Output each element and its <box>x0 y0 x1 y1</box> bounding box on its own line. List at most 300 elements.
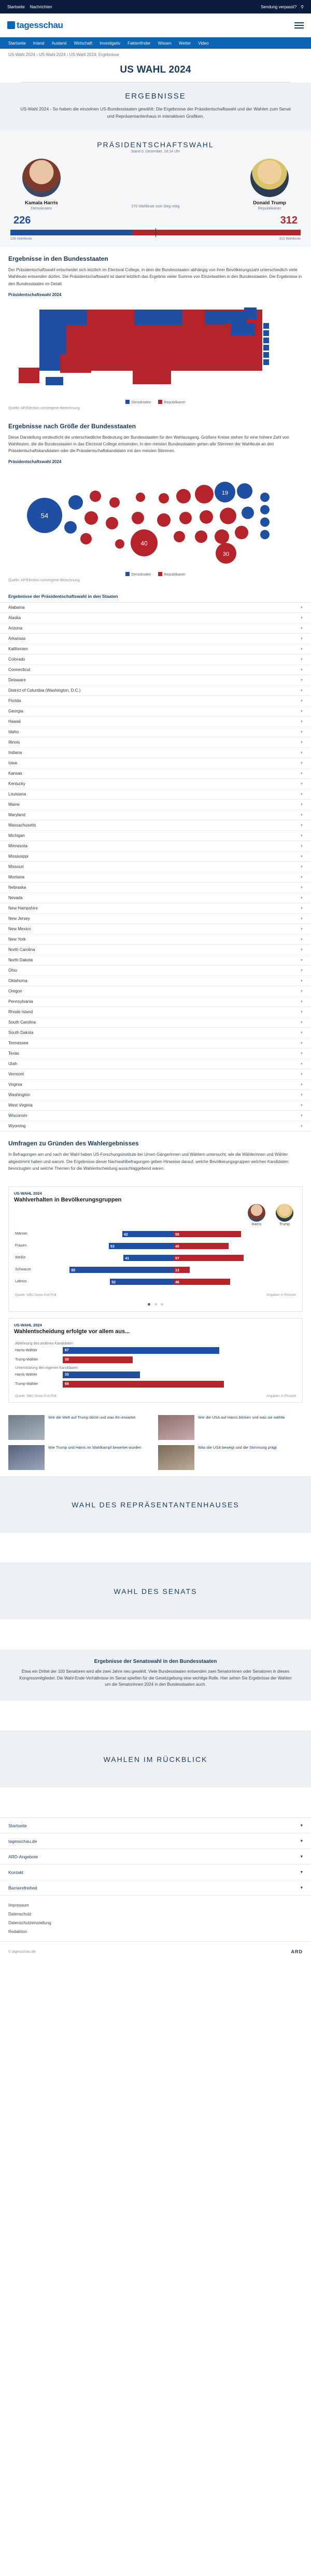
elector-counts <box>0 211 311 228</box>
state-accordion-item[interactable] <box>0 1017 311 1028</box>
chart1-harris-bar <box>122 1231 174 1237</box>
usa-choropleth-map[interactable] <box>8 299 303 398</box>
state-accordion-item[interactable] <box>0 986 311 997</box>
state-name: South Dakota <box>8 1030 34 1035</box>
chart2-group-header-0: Ablehnung des anderen Kandidaten <box>15 1341 73 1346</box>
chart-vote-motivation <box>8 1318 303 1403</box>
house-section-banner: WAHL DES REPRÄSENTANTENHAUSES <box>0 1476 311 1533</box>
article-teasers <box>0 1409 311 1476</box>
chart1-row-label: Frauen <box>15 1244 27 1248</box>
chart1-harris-half <box>51 1277 174 1286</box>
chart2-kicker: US-WAHL 2024 <box>14 1322 42 1327</box>
state-name: Iowa <box>8 761 17 766</box>
chevron-down-icon[interactable]: ▾ <box>300 1041 303 1046</box>
chevron-down-icon[interactable]: ▾ <box>300 947 303 953</box>
chevron-down-icon[interactable]: ▾ <box>300 1093 303 1098</box>
topbar-sendung-verpasst[interactable]: Sendung verpasst? <box>261 4 297 9</box>
state-accordion-item[interactable] <box>0 810 311 820</box>
chart2-header <box>9 1319 302 1336</box>
chevron-down-icon[interactable]: ▾ <box>300 792 303 797</box>
needed-note <box>73 205 238 211</box>
chevron-down-icon[interactable]: ▾ <box>300 1030 303 1035</box>
nav-item-1[interactable]: Inland <box>33 40 45 46</box>
chevron-down-icon[interactable]: ▾ <box>300 1869 303 1875</box>
state-name: Rhode Island <box>8 1010 33 1015</box>
state-name: Nebraska <box>8 885 26 890</box>
state-accordion-item[interactable] <box>0 706 311 717</box>
state-accordion-item[interactable] <box>0 872 311 883</box>
footer-accordion-label: Kontakt <box>8 1869 23 1875</box>
state-name: Maryland <box>8 813 25 818</box>
state-name: Kentucky <box>8 781 25 787</box>
chart2-track <box>63 1381 296 1388</box>
chart2-bar <box>63 1381 224 1388</box>
chart2-value: 33 <box>65 1373 69 1377</box>
chart1-dot-2[interactable] <box>154 1303 157 1306</box>
presidential-result-module <box>0 130 311 247</box>
presidential-timestamp: Stand 6. Dezember, 18:14 Uhr <box>131 150 180 154</box>
state-name: Hawaii <box>8 719 21 724</box>
chevron-down-icon[interactable]: ▾ <box>300 937 303 942</box>
footer-accordion-item[interactable] <box>0 1818 311 1833</box>
search-icon[interactable]: ⚲ <box>301 4 304 9</box>
main-nav <box>0 37 311 49</box>
state-name: Virginia <box>8 1082 22 1087</box>
article-teaser[interactable] <box>158 1445 303 1470</box>
state-accordion-item[interactable] <box>0 654 311 665</box>
candidate-row <box>0 159 311 211</box>
site-logo-text: tagesschau <box>17 20 63 30</box>
chevron-down-icon[interactable]: ▾ <box>300 999 303 1004</box>
chart1-header <box>9 1187 302 1204</box>
state-accordion-item[interactable] <box>0 945 311 955</box>
state-accordion-item[interactable] <box>0 603 311 613</box>
state-accordion-item[interactable] <box>0 789 311 800</box>
chevron-down-icon[interactable]: ▾ <box>300 761 303 766</box>
bubble-map-heading: Ergebnisse nach Größe der Bundesstaaten <box>8 422 136 430</box>
teaser-thumbnail <box>158 1415 194 1440</box>
state-name: Alabama <box>8 605 25 610</box>
state-accordion-item[interactable] <box>0 955 311 965</box>
chart1-harris-half <box>51 1241 174 1251</box>
state-name: Connecticut <box>8 667 31 673</box>
bubble-legend-dem: Demokraten <box>125 572 151 577</box>
chart2-bar <box>63 1371 140 1378</box>
state-accordion-item[interactable] <box>0 685 311 696</box>
chevron-down-icon[interactable]: ▾ <box>300 1838 303 1844</box>
chevron-down-icon[interactable]: ▾ <box>300 771 303 776</box>
chevron-down-icon[interactable]: ▾ <box>300 1020 303 1025</box>
chart2-unit: Angaben in Prozent <box>266 1394 296 1398</box>
state-accordion-item[interactable] <box>0 1007 311 1017</box>
state-accordion-item[interactable] <box>0 768 311 779</box>
chart2-row-label: Harris-Wähler <box>15 1373 38 1377</box>
chart1-harris-half <box>51 1253 174 1263</box>
svg-text:30: 30 <box>222 551 230 558</box>
nav-item-7[interactable]: Wetter <box>178 40 191 46</box>
state-accordion-item[interactable] <box>0 997 311 1007</box>
chevron-down-icon[interactable]: ▾ <box>300 989 303 994</box>
state-name: Florida <box>8 698 21 704</box>
chevron-down-icon[interactable]: ▾ <box>300 885 303 890</box>
state-accordion-item[interactable] <box>0 862 311 872</box>
chart1-unit: Angaben in Prozent <box>266 1293 296 1297</box>
footer-bottom <box>0 1941 311 1966</box>
chart1-harris-half <box>51 1265 174 1275</box>
chart1-trump-half <box>174 1277 296 1286</box>
nav-item-2[interactable]: Ausland <box>51 40 67 46</box>
state-accordion-item[interactable] <box>0 623 311 634</box>
state-accordion-item[interactable] <box>0 1069 311 1080</box>
footer-accordion-item[interactable] <box>0 1833 311 1849</box>
chart1-harris-label: Harris <box>251 1222 262 1226</box>
chevron-down-icon[interactable]: ▾ <box>300 678 303 683</box>
nav-item-3[interactable]: Wirtschaft <box>74 40 93 46</box>
state-accordion-item[interactable] <box>0 644 311 654</box>
state-accordion-item[interactable] <box>0 883 311 893</box>
state-name: Nevada <box>8 895 23 901</box>
chart1-trump-value: 57 <box>175 1256 179 1261</box>
state-accordion-item[interactable] <box>0 924 311 934</box>
chart1-dot-1[interactable] <box>148 1303 150 1306</box>
state-name: Alaska <box>8 615 21 621</box>
chevron-down-icon[interactable]: ▾ <box>300 730 303 735</box>
chevron-down-icon[interactable]: ▾ <box>300 813 303 818</box>
footer-accordion-label: Barrierefreiheit <box>8 1885 37 1891</box>
chevron-down-icon[interactable]: ▾ <box>300 1082 303 1087</box>
chart2-track <box>63 1371 296 1378</box>
teaser-thumbnail <box>8 1415 45 1440</box>
chevron-down-icon[interactable]: ▾ <box>300 844 303 849</box>
state-name: Massachusetts <box>8 823 36 828</box>
article-teaser[interactable] <box>8 1415 153 1440</box>
chart2-value: 67 <box>65 1348 69 1352</box>
chart1-row-bars <box>51 1241 296 1251</box>
chart1-row <box>15 1241 296 1251</box>
chart1-row <box>15 1253 296 1263</box>
footer-accordion <box>0 1817 311 1896</box>
states-accordion <box>0 602 311 1131</box>
presidential-title: PRÄSIDENTSCHAFTSWAHL <box>97 141 214 149</box>
state-accordion-item[interactable] <box>0 1121 311 1131</box>
state-name: North Dakota <box>8 958 33 963</box>
chart1-dot-3[interactable] <box>161 1303 163 1306</box>
chevron-down-icon[interactable]: ▾ <box>300 626 303 631</box>
footer-accordion-label: ARD-Angebote <box>8 1854 38 1859</box>
chevron-down-icon[interactable]: ▾ <box>300 875 303 880</box>
chart1-row-label: Schwarze <box>15 1268 31 1272</box>
page-title: US WAHL 2024 <box>120 64 191 75</box>
state-accordion-item[interactable] <box>0 727 311 737</box>
chevron-down-icon[interactable]: ▾ <box>300 1113 303 1118</box>
state-name: Vermont <box>8 1072 24 1077</box>
harris-portrait-small <box>248 1204 265 1222</box>
footer-link[interactable]: Redaktion <box>8 1929 27 1935</box>
chevron-down-icon[interactable]: ▾ <box>300 854 303 859</box>
state-accordion-item[interactable] <box>0 800 311 810</box>
teaser-headline[interactable]: Was die USA bewegt und die Stimmung prägt <box>198 1445 277 1450</box>
harris-party: Demokraten <box>31 206 52 211</box>
footer-accordion-item[interactable] <box>0 1849 311 1865</box>
chevron-down-icon[interactable]: ▾ <box>300 657 303 662</box>
footer-accordion-label: tagesschau.de <box>8 1838 37 1844</box>
chart1-kicker: US-WAHL 2024 <box>14 1191 42 1196</box>
chevron-down-icon[interactable]: ▾ <box>300 709 303 714</box>
state-accordion-item[interactable] <box>0 965 311 976</box>
article-teaser[interactable] <box>158 1415 303 1440</box>
state-name: Oregon <box>8 989 22 994</box>
chart1-pagination[interactable] <box>9 1301 302 1311</box>
chevron-down-icon[interactable]: ▾ <box>300 1051 303 1056</box>
state-name: Missouri <box>8 864 24 870</box>
harris-portrait <box>22 159 61 197</box>
chart1-harris-value: 42 <box>123 1233 128 1237</box>
state-accordion-item[interactable] <box>0 841 311 851</box>
state-accordion-item[interactable] <box>0 737 311 748</box>
ard-logo: ARD <box>291 1949 303 1955</box>
topbar-item-1[interactable]: Nachrichten <box>30 4 52 9</box>
chart2-footer <box>9 1392 302 1402</box>
state-accordion-item[interactable] <box>0 717 311 727</box>
footer-link[interactable]: Datenschutz <box>8 1912 32 1917</box>
candidate-trump <box>238 159 301 211</box>
chevron-down-icon[interactable]: ▾ <box>300 1061 303 1067</box>
chevron-down-icon[interactable]: ▾ <box>300 1885 303 1891</box>
state-accordion-item[interactable] <box>0 1059 311 1069</box>
topbar-left <box>7 5 52 9</box>
state-accordion-item[interactable] <box>0 779 311 789</box>
needed-label: 270 Wahlleute zum Sieg nötig <box>131 205 180 209</box>
chevron-down-icon[interactable]: ▾ <box>300 636 303 641</box>
site-logo[interactable] <box>7 20 63 31</box>
state-name: New Hampshire <box>8 906 38 911</box>
footer-links <box>0 1896 311 1941</box>
state-name: Tennessee <box>8 1041 29 1046</box>
chevron-down-icon[interactable]: ▾ <box>300 688 303 693</box>
chart1-harris-bar <box>69 1267 174 1273</box>
hamburger-icon[interactable] <box>294 22 304 29</box>
chart1-trump-half <box>174 1253 296 1263</box>
tagesschau-logo-mark <box>7 21 15 29</box>
state-accordion-item[interactable] <box>0 1090 311 1100</box>
chevron-down-icon[interactable]: ▾ <box>300 927 303 932</box>
chevron-down-icon[interactable]: ▾ <box>300 719 303 724</box>
chart1-harris-bar <box>109 1243 174 1249</box>
state-name: Mississippi <box>8 854 29 859</box>
state-accordion-item[interactable] <box>0 976 311 986</box>
candidate-harris <box>10 159 73 211</box>
footer-accordion-item[interactable] <box>0 1865 311 1880</box>
copyright: © tagesschau.de <box>8 1950 36 1954</box>
teaser-thumbnail <box>8 1445 45 1470</box>
state-name: Pennsylvania <box>8 999 33 1004</box>
state-accordion-item[interactable] <box>0 1028 311 1038</box>
nav-item-0[interactable]: Startseite <box>8 40 26 46</box>
topbar-item-0[interactable]: Startseite <box>7 4 25 9</box>
rueckblick-banner: WAHLEN IM RÜCKBLICK <box>0 1731 311 1787</box>
bubble-map-sublabel: Präsidentschaftswahl 2024 <box>8 459 62 465</box>
teaser-headline[interactable]: Wie die Welt auf Trump blickt und was ihn erwartet <box>48 1415 136 1420</box>
chart1-row-bars <box>51 1253 296 1263</box>
usa-map-svg[interactable] <box>8 299 303 398</box>
footer-accordion-label: Startseite <box>8 1823 27 1828</box>
state-accordion-item[interactable] <box>0 903 311 914</box>
nav-item-6[interactable]: Wissen <box>158 40 172 46</box>
state-name: Louisiana <box>8 792 26 797</box>
chevron-down-icon[interactable]: ▾ <box>300 740 303 745</box>
senate-content-placeholder <box>0 1619 311 1649</box>
state-name: Oklahoma <box>8 978 27 984</box>
chevron-down-icon[interactable]: ▾ <box>300 978 303 984</box>
chevron-down-icon[interactable]: ▾ <box>300 781 303 787</box>
chart1-row <box>15 1277 296 1286</box>
chart1-row-label: Männer <box>15 1232 27 1236</box>
state-map-heading: Ergebnisse in den Bundesstaaten <box>8 255 108 263</box>
chart1-row <box>15 1229 296 1239</box>
state-accordion-item[interactable] <box>0 820 311 831</box>
state-accordion-item[interactable] <box>0 1100 311 1111</box>
chevron-down-icon[interactable]: ▾ <box>300 1072 303 1077</box>
state-accordion-item[interactable] <box>0 613 311 623</box>
nav-item-8[interactable]: Video <box>198 40 209 46</box>
chevron-down-icon[interactable]: ▾ <box>300 615 303 621</box>
chart1-trump-value: 13 <box>175 1268 179 1272</box>
chevron-down-icon[interactable]: ▾ <box>300 968 303 973</box>
trump-party: Republikaner <box>258 206 281 211</box>
state-accordion-item[interactable] <box>0 634 311 644</box>
chevron-down-icon[interactable]: ▾ <box>300 833 303 838</box>
state-accordion-item[interactable] <box>0 934 311 945</box>
chevron-down-icon[interactable]: ▾ <box>300 698 303 704</box>
chevron-down-icon[interactable]: ▾ <box>300 750 303 755</box>
chart1-trump-label: Trump <box>279 1222 290 1226</box>
usa-bubble-svg[interactable] <box>8 466 303 570</box>
chart2-plot <box>9 1336 302 1392</box>
chart1-plot <box>9 1226 302 1291</box>
chart2-row-label: Trump-Wähler <box>15 1382 38 1386</box>
footer-accordion-item[interactable] <box>0 1880 311 1896</box>
chart2-row <box>15 1347 296 1354</box>
chart2-row-label: Harris-Wähler <box>15 1348 38 1352</box>
harris-name: Kamala Harris <box>25 200 58 206</box>
svg-text:54: 54 <box>40 512 49 520</box>
elector-bar-footer <box>0 235 311 247</box>
state-name: Kansas <box>8 771 22 776</box>
topbar-right <box>261 5 304 9</box>
legend-rep: Republikaner <box>158 400 185 404</box>
chart1-row-label: Latinos <box>15 1280 27 1284</box>
usa-bubble-map[interactable] <box>8 466 303 570</box>
chart1-harris-value: 53 <box>110 1244 115 1249</box>
state-accordion-item[interactable] <box>0 665 311 675</box>
chevron-down-icon[interactable]: ▾ <box>300 802 303 807</box>
chart1-trump-bar <box>174 1279 230 1285</box>
rueckblick-spacer <box>0 1701 311 1731</box>
state-name: Montana <box>8 875 25 880</box>
chart2-title: Wahlentscheidung erfolgte vor allem aus... <box>14 1328 130 1335</box>
article-teaser[interactable] <box>8 1445 153 1470</box>
trump-portrait-small <box>276 1204 293 1222</box>
state-map-section <box>0 247 311 414</box>
state-accordion-item[interactable] <box>0 1111 311 1121</box>
ergebnisse-title: ERGEBNISSE <box>125 92 186 101</box>
chevron-down-icon[interactable]: ▾ <box>300 1103 303 1108</box>
harris-electors: 226 <box>13 215 31 227</box>
footer-link[interactable]: Datenschutzeinstellung <box>8 1921 51 1926</box>
state-accordion-item[interactable] <box>0 1048 311 1059</box>
state-accordion-item[interactable] <box>0 914 311 924</box>
state-accordion-item[interactable] <box>0 696 311 706</box>
chevron-down-icon[interactable]: ▾ <box>300 895 303 901</box>
chevron-down-icon[interactable]: ▾ <box>300 864 303 870</box>
bubble-map-legend <box>8 570 303 577</box>
ergebnisse-copy: US-Wahl 2024 - So haben die einzelnen US-Bundesstaaten gewählt: Die Ergebnisse der Präsidentschaftswahl und der Wahlen zum Senat und Repräsentantenhaus in interaktiven Grafiken. <box>20 106 291 119</box>
nav-item-5[interactable]: Faktenfinder <box>128 40 151 46</box>
state-accordion-item[interactable] <box>0 758 311 768</box>
state-accordion-item[interactable] <box>0 851 311 862</box>
state-accordion-item[interactable] <box>0 893 311 903</box>
teaser-headline[interactable]: Wie die USA auf Harris blicken und was sie wählte <box>198 1415 285 1420</box>
chart1-harris-value: 52 <box>111 1280 116 1284</box>
state-name: Idaho <box>8 730 19 735</box>
state-name: Texas <box>8 1051 19 1056</box>
senate-section-banner: WAHL DES SENATS <box>0 1563 311 1619</box>
chart1-trump-value: 46 <box>175 1280 179 1284</box>
breadcrumb[interactable]: US-Wahl 2024 › US-Wahl 2024 › US-Wahl 2024: Ergebnisse <box>8 52 119 57</box>
chevron-down-icon[interactable]: ▾ <box>300 906 303 911</box>
chart2-bar <box>63 1356 133 1363</box>
state-accordion-item[interactable] <box>0 675 311 685</box>
chevron-down-icon[interactable]: ▾ <box>300 647 303 652</box>
chart2-group-b <box>15 1371 296 1388</box>
chart1-trump-bar <box>174 1231 241 1237</box>
chevron-down-icon[interactable]: ▾ <box>300 1010 303 1015</box>
senate-states-title: Ergebnisse der Senatswahl in den Bundesstaaten <box>94 1658 217 1664</box>
state-name: Utah <box>8 1061 17 1067</box>
chart-population-groups <box>8 1186 303 1312</box>
chevron-down-icon[interactable]: ▾ <box>300 667 303 673</box>
chevron-down-icon[interactable]: ▾ <box>300 823 303 828</box>
nav-item-4[interactable]: Investigativ <box>100 40 121 46</box>
chevron-down-icon[interactable]: ▾ <box>300 1854 303 1859</box>
state-name: Arizona <box>8 626 23 631</box>
chart1-harris-value: 41 <box>125 1256 130 1261</box>
state-name: New Jersey <box>8 916 30 921</box>
state-accordion-item[interactable] <box>0 1038 311 1048</box>
state-accordion-item[interactable] <box>0 1080 311 1090</box>
state-name: Ohio <box>8 968 17 973</box>
state-name: Colorado <box>8 657 25 662</box>
chevron-down-icon[interactable]: ▾ <box>300 958 303 963</box>
chart1-trump-half <box>174 1265 296 1275</box>
teaser-headline[interactable]: Wie Trump und Harris im Wahlkampf bewertet wurden <box>48 1445 142 1450</box>
state-name: Indiana <box>8 750 22 755</box>
trump-electors-wrap <box>280 215 298 227</box>
chevron-down-icon[interactable]: ▾ <box>300 1823 303 1828</box>
chevron-down-icon[interactable]: ▾ <box>300 605 303 610</box>
chart2-row <box>15 1371 296 1378</box>
state-accordion-item[interactable] <box>0 748 311 758</box>
state-name: New Mexico <box>8 927 31 932</box>
chart1-trump-bar <box>174 1267 190 1273</box>
svg-text:19: 19 <box>221 490 229 497</box>
chevron-down-icon[interactable]: ▾ <box>300 1124 303 1129</box>
footer-link[interactable]: Impressum <box>8 1903 29 1908</box>
chevron-down-icon[interactable]: ▾ <box>300 916 303 921</box>
chart1-row-bars <box>51 1229 296 1239</box>
state-accordion-item[interactable] <box>0 831 311 841</box>
chart2-row-label: Trump-Wähler <box>15 1357 38 1362</box>
